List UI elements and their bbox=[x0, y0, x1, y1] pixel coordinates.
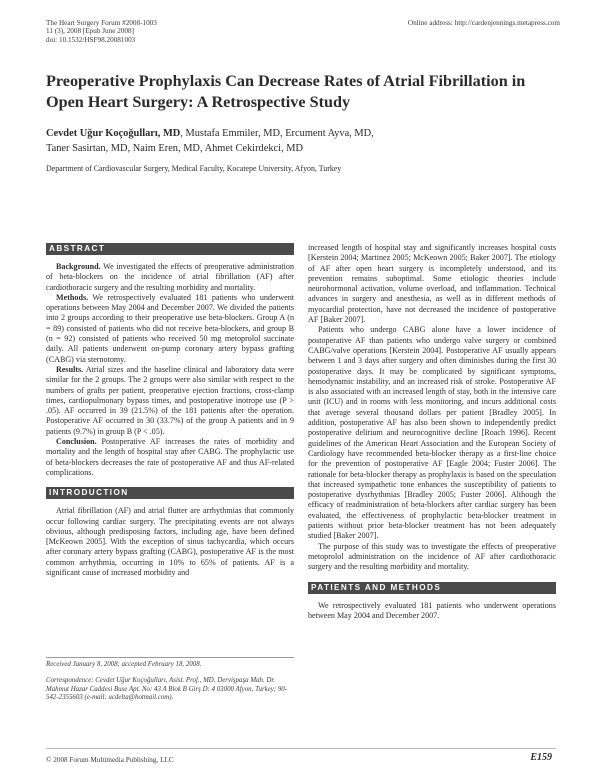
intro-paragraph-3: The purpose of this study was to investigate the effects of preoperative metoprolol administration on the incidence of AF after cardiothoracic surgery and the resulting morbidity and mortality. bbox=[308, 541, 556, 572]
author-list bbox=[46, 127, 546, 156]
intro-paragraph-2: Patients who undergo CABG alone have a lower incidence of postoperative AF than patients who undergo valve surgery or combined CABG/valve operations [Kerstein 2004]. Postoperative AF usually appears between 1 and 3 days after surgery and often diminishes during the first 30 postoperative days. It may be complicated by significant symptoms, hemodynamic instability, and an increased risk of stroke. Postoperative AF is also associated with an increased length of stay, both in the intensive care unit (ICU) and in rooms with less monitoring, and incurs additional costs that average several thousand dollars per patient [Bradley 2005]. In addition, postoperative AF has also been shown to independently predict postoperative delirium and neurocognitive decline [Roach 1996]. Recent guidelines of the American Heart Association and the European Society of Cardiology have recommended beta-blocker therapy as a first-line choice for the prevention of postoperative AF [Eagle 2004; Fuster 2006]. The rationale for beta-blocker therapy as prophylaxis is based on the speculation that increased sympathetic tone enhances the susceptibility of patients to postoperative dysrhythmias [Bradley 2005; Fuster 2006]. Although the efficacy of readministration of beta-blockers after cardiac surgery has been evaluated, the effectiveness of prophylactic beta-blocker treatment in patients without prior beta-blocker treatment has not been adequately studied [Baker 2007]. bbox=[308, 325, 556, 541]
right-column bbox=[308, 243, 556, 621]
abstract-methods: Methods. We retrospectively evaluated 181 patients who underwent operations between May 2004 and December 2007. We divided the patients into 2 groups according to their preoperative use beta-blockers. Group A (n = 89) consisted of patients who did not receive beta-blockers, and group B (n = 92) consisted of patients who received 50 mg metoprolol succinate daily. All patients underwent on-pump coronary artery bypass grafting (CABG) via sternotomy. bbox=[46, 292, 294, 364]
methods-paragraph: We retrospectively evaluated 181 patients who underwent operations between May 2004 and December 2007. bbox=[308, 600, 556, 620]
co-authors: , Mustafa Emmiler, MD, Ercument Ayva, MD, bbox=[180, 128, 374, 139]
intro-continuation: increased length of hospital stay and significantly increases hospital costs [Kerstein 2004; Martinez 2005; McKeown 2005; Baker 2007]. The etiology of AF after open heart surgery is incompletely understood, and its prevention remains suboptimal. Some etiologic theories include neurohormonal activation, volume overload, and inflammation. Technical advances in surgery and anesthesia, as well as in different methods of myocardial protection, have not decreased the incidence of postoperative AF [Baker 2007]. bbox=[308, 243, 556, 325]
copyright: © 2008 Forum Multimedia Publishing, LLC bbox=[46, 756, 174, 764]
correspondence-note: Correspondence: Cevdet Uğur Koçoğulları, Asist. Prof., MD, Dervişpaşa Mah. Dr. Mahmut Hazar Caddesi Buse Apt. No: 43 A Blok B Girş D: 4 03000 Afyon, Turkey; 90-542-2355603 (e-mail: ucdelta@hotmail.com). bbox=[46, 677, 288, 702]
introduction-paragraph: Atrial fibrillation (AF) and atrial flutter are arrhythmias that commonly occur following cardiac surgery. The precipitating events are not always obvious, although predisposing factors, including age, have been defined [McKeown 2005]. With the exception of sinus tachycardia, which occurs after coronary artery bypass grafting (CABG), postoperative AF is the most common arrhythmia, occurring in 10% to 65% of patients. AF is a significant cause of increased morbidity and bbox=[46, 506, 294, 578]
methods-heading: PATIENTS AND METHODS bbox=[308, 582, 556, 594]
left-column bbox=[46, 243, 294, 578]
abstract-background: Background. We investigated the effects of preoperative administration of beta-blockers on the incidence of atrial fibrillation (AF) after cardiothoracic surgery and the resulting morbidity and mortality. bbox=[46, 262, 294, 292]
affiliation: Department of Cardiovascular Surgery, Medical Faculty, Kocatepe University, Afyon, Turkey bbox=[46, 164, 342, 173]
received-note: Received January 8, 2008; accepted February 18, 2008. bbox=[46, 661, 202, 668]
lead-author: Cevdet Uğur Koçoğulları, MD bbox=[46, 128, 181, 139]
journal-line: The Heart Surgery Forum #2008-1003 bbox=[46, 19, 157, 27]
footer-rule bbox=[46, 748, 556, 749]
abstract-heading: ABSTRACT bbox=[46, 243, 294, 255]
abstract-results: Results. Atrial sizes and the baseline clinical and laboratory data were similar for the 2 groups. The 2 groups were also similar with respect to the numbers of grafts per patient, preoperative ejection fractions, cross-clamp times, cardiopulmonary bypass times, and postoperative inotrope use (P > .05). AF occurred in 39 (21.5%) of the 181 patients after the operation. Postoperative AF occurred in 30 (33.7%) of the group A patients and in 9 patients (9.7%) in group B (P < .05). bbox=[46, 364, 294, 436]
abstract-conclusion: Conclusion. Postoperative AF increases the rates of morbidity and mortality and the length of hospital stay after CABG. The prophylactic use of beta-blockers decreases the rate of postoperative AF and thus AF-related complications. bbox=[46, 437, 294, 477]
introduction-heading: INTRODUCTION bbox=[46, 487, 294, 499]
co-authors-line-2: Taner Sasirtan, MD, Naim Eren, MD, Ahmet Cekirdekci, MD bbox=[46, 142, 303, 154]
online-address: Online address: http://cardenjennings.metapress.com bbox=[407, 19, 560, 27]
journal-line: doi: 10.1532/HSF98.20081003 bbox=[46, 35, 136, 44]
journal-citation bbox=[46, 19, 157, 44]
journal-line: 11 (3), 2008 [Epub June 2008] bbox=[46, 27, 134, 36]
footnote-rule bbox=[46, 657, 294, 658]
article-title: Preoperative Prophylaxis Can Decrease Rates of Atrial Fibrillation in Open Heart Surgery: A Retrospective Study bbox=[46, 72, 526, 111]
page-number: E159 bbox=[530, 752, 552, 763]
